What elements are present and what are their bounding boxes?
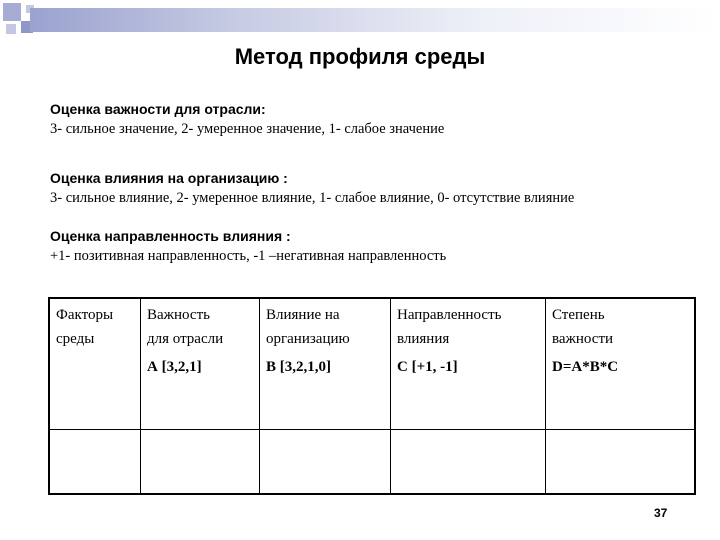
environment-profile-table <box>48 297 696 495</box>
header-gradient-bar <box>30 8 720 32</box>
column-header-line: Важность <box>147 307 210 323</box>
decor-square <box>6 24 16 34</box>
column-header-line: Степень <box>552 307 605 323</box>
table-row <box>49 430 695 495</box>
direction-block <box>50 226 446 266</box>
column-scale: D=A*B*C <box>552 359 619 375</box>
influence-heading: Оценка влияния на организацию : <box>50 170 288 186</box>
influence-block <box>50 168 574 208</box>
table-cell <box>391 430 546 495</box>
column-header-line: организацию <box>266 331 350 347</box>
table-cell <box>141 430 260 495</box>
table-cell <box>49 430 141 495</box>
table-cell <box>49 298 141 430</box>
column-header-line: для отрасли <box>147 331 224 347</box>
column-header-line: среды <box>56 331 95 347</box>
table-cell <box>260 430 391 495</box>
table-header-row <box>49 298 695 430</box>
table-cell <box>141 298 260 430</box>
table-cell <box>546 298 696 430</box>
importance-block <box>50 99 444 139</box>
page-number: 37 <box>654 506 668 520</box>
influence-text: 3- сильное влияние, 2- умеренное влияние, 1- слабое влияние, 0- отсутствие влияние <box>50 190 575 206</box>
column-header-line: влияния <box>397 331 450 347</box>
header-decoration <box>0 0 720 50</box>
table-cell <box>260 298 391 430</box>
slide-title: Метод профиля среды <box>234 44 486 69</box>
direction-heading: Оценка направленность влияния : <box>50 228 291 244</box>
table-cell <box>391 298 546 430</box>
column-scale: В [3,2,1,0] <box>266 359 331 375</box>
column-scale: С [+1, -1] <box>397 359 458 375</box>
column-scale: А [3,2,1] <box>147 359 202 375</box>
importance-text: 3- сильное значение, 2- умеренное значение, 1- слабое значение <box>50 121 445 137</box>
importance-heading: Оценка важности для отрасли: <box>50 101 266 117</box>
table-cell <box>546 430 696 495</box>
column-header-line: Направленность <box>397 307 502 323</box>
column-header-line: Влияние на <box>266 307 340 323</box>
column-header-line: Факторы <box>56 307 114 323</box>
column-header-line: важности <box>552 331 614 347</box>
direction-text: +1- позитивная направленность, -1 –негативная направленность <box>50 248 447 264</box>
decor-square <box>3 3 21 21</box>
